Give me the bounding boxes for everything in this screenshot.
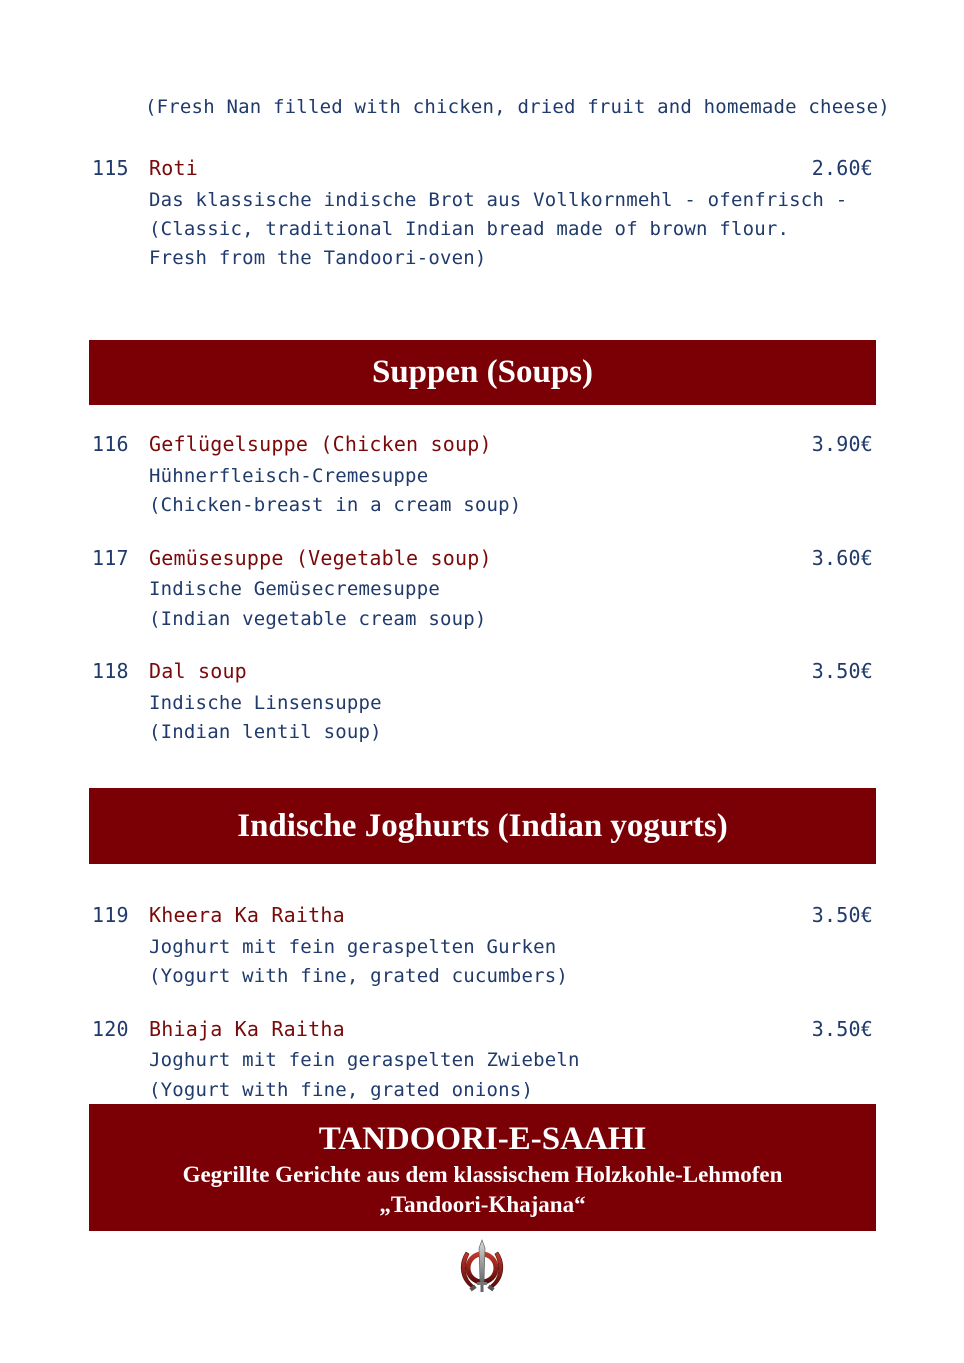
item-desc-line: Indische Linsensuppe xyxy=(149,692,382,714)
item-name: Bhiaja Ka Raitha xyxy=(149,1017,345,1041)
item-name: Dal soup xyxy=(149,659,247,683)
item-desc-line: (Indian lentil soup) xyxy=(149,721,382,743)
item-desc-line: (Indian vegetable cream soup) xyxy=(149,608,487,630)
section-title: TANDOORI-E-SAAHI xyxy=(318,1121,647,1157)
khanda-emblem-icon xyxy=(456,1238,508,1296)
item-name: Roti xyxy=(149,156,198,180)
item-desc-line: Das klassische indische Brot aus Vollkornmehl - ofenfrisch - xyxy=(149,189,848,211)
section-title: Indische Joghurts (Indian yogurts) xyxy=(237,808,728,844)
item-desc-line: Joghurt mit fein geraspelten Zwiebeln xyxy=(149,1049,580,1071)
item-number: 118 xyxy=(92,659,129,683)
item-price: 3.90€ xyxy=(811,432,873,456)
section-title: Suppen (Soups) xyxy=(371,354,594,390)
item-number: 119 xyxy=(92,903,129,927)
item-desc-line: (Classic, traditional Indian bread made of brown flour. xyxy=(149,218,790,240)
soups-section-banner xyxy=(89,340,876,405)
item-name: Gemüsesuppe (Vegetable soup) xyxy=(149,546,492,570)
item-price: 3.60€ xyxy=(811,546,873,570)
item-desc-line: (Yogurt with fine, grated cucumbers) xyxy=(149,965,569,987)
section-subtitle-2: „Tandoori-Khajana“ xyxy=(379,1192,586,1217)
item-desc-line: Joghurt mit fein geraspelten Gurken xyxy=(149,936,557,958)
item-number: 120 xyxy=(92,1017,129,1041)
item-desc-line: Indische Gemüsecremesuppe xyxy=(149,578,440,600)
item-number: 116 xyxy=(92,432,129,456)
item-desc-line: (Yogurt with fine, grated onions) xyxy=(149,1079,534,1101)
item-name: Kheera Ka Raitha xyxy=(149,903,345,927)
item-price: 3.50€ xyxy=(811,659,873,683)
item-price: 3.50€ xyxy=(811,1017,873,1041)
item-price: 2.60€ xyxy=(811,156,873,180)
item-desc-line: Fresh from the Tandoori-oven) xyxy=(149,247,487,269)
item-price: 3.50€ xyxy=(811,903,873,927)
intro-text: (Fresh Nan filled with chicken, dried fruit and homemade cheese) xyxy=(145,96,890,118)
item-name: Geflügelsuppe (Chicken soup) xyxy=(149,432,492,456)
item-number: 117 xyxy=(92,546,129,570)
item-desc-line: (Chicken-breast in a cream soup) xyxy=(149,494,522,516)
yogurts-section-banner xyxy=(89,788,876,864)
tandoori-section-banner xyxy=(89,1104,876,1231)
section-subtitle: Gegrillte Gerichte aus dem klassischem Holzkohle-Lehmofen xyxy=(182,1162,783,1187)
item-desc-line: Hühnerfleisch-Cremesuppe xyxy=(149,465,429,487)
item-number: 115 xyxy=(92,156,129,180)
